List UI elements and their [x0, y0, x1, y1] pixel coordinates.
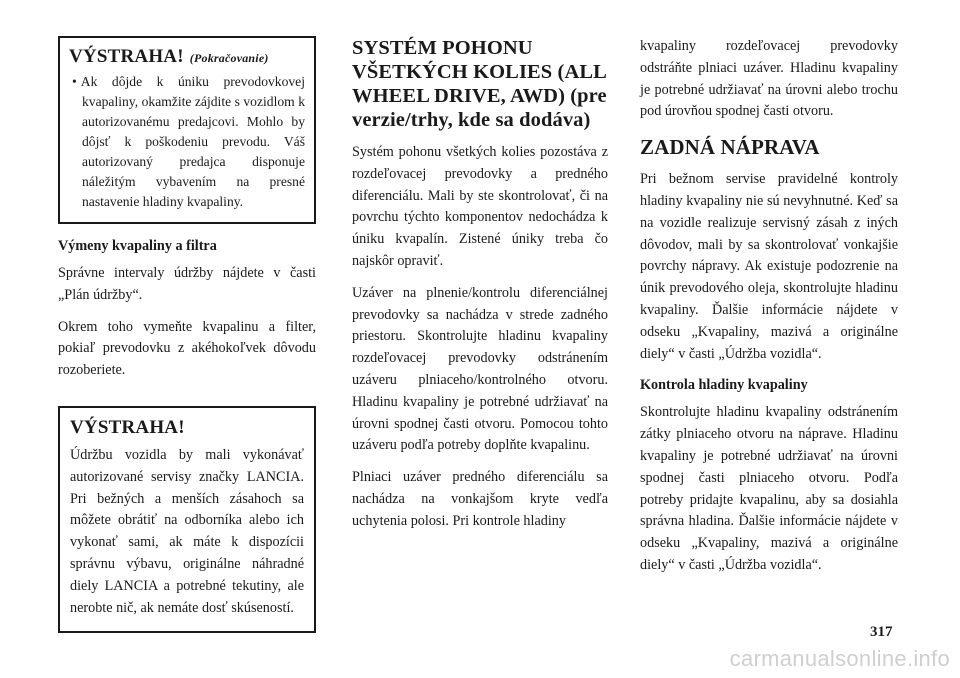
warning-title: VÝSTRAHA!: [70, 416, 185, 438]
warning-bullet-item: • Ak dôjde k úniku prevodovkovej kvapaliny, okamžite zájdite s vozidlom k autorizovanému predajcovi. Mohlo by dôjsť k poškodeniu prevodu. Váš autorizovaný predajca disponuje náležitým vybavením na presné nastavenie hladiny kvapaliny.: [69, 72, 305, 212]
page-number: 317: [870, 624, 893, 640]
warning-text: Údržbu vozidla by mali vykonávať autorizované servisy značky LANCIA. Pri bežných a menších zásahoch sa môžete obrátiť na odborníka alebo ich vykonať sami, ak máte k dispozícii správnu výbavu, originálne náhradné diely LANCIA a potrebné tekutiny, ale nerobte nič, ak nemáte dosť skúseností.: [70, 446, 304, 616]
warning-title: [69, 46, 305, 68]
paragraph-continued: kvapaliny rozdeľovacej prevodovky odstráňte plniaci uzáver. Hladinu kvapaliny je potrebné udržiavať na úrovni alebo trochu pod úrovňou spodnej časti otvoru.: [640, 38, 898, 120]
paragraph-replace: Okrem toho vymeňte kvapalinu a filter, pokiaľ prevodovku z akéhokoľvek dôvodu rozoberiete.: [58, 318, 316, 379]
paragraph-awd-system: Systém pohonu všetkých kolies pozostáva z rozdeľovacej prevodovky a predného diferenciálu. Mali by ste skontrolovať, či na povrchu týchto komponentov nedochádza k úniku kvapalín. Zistené úniky treba čo najskôr opraviť.: [352, 144, 608, 269]
continuation-label: (Pokračovanie): [189, 51, 269, 65]
middle-column: [352, 36, 608, 543]
section-heading-rear-axle: ZADNÁ NÁPRAVA: [640, 135, 820, 160]
left-column: [58, 36, 316, 633]
warning-bullet-list: [69, 72, 305, 212]
subheading-fluid-check: Kontrola hladiny kvapaliny: [640, 377, 808, 394]
paragraph-rear-axle: Pri bežnom servise pravidelné kontroly hladiny kvapaliny nie sú nevyhnutné. Keď sa na vozidle realizuje servisný zásah z iných dôvodov, mali by sa skontrolovať vonkajšie povrchy nápravy. Ak existuje podozrenie na únik prevodového oleja, skontrolujte hladinu kvapaliny. Ďalšie informácie nájdete v odseku „Kvapaliny, mazivá a originálne diely“ v časti „Údržba vozidla“.: [640, 171, 898, 362]
warning-box-service: [58, 406, 316, 633]
warning-box-continued: [58, 36, 316, 224]
section-heading-awd: SYSTÉM POHONU VŠETKÝCH KOLIES (ALL WHEEL DRIVE, AWD) (pre verzie/trhy, kde sa dodáva): [352, 37, 607, 131]
paragraph-fluid-check: Skontrolujte hladinu kvapaliny odstránením zátky plniaceho otvoru na náprave. Hladinu kvapaliny je potrebné udržiavať na úrovni spodnej časti plniaceho otvoru. Podľa potreby pridajte kvapalinu, aby sa dosiahla správna hladina. Ďalšie informácie nájdete v odseku „Kvapaliny, mazivá a originálne diely“ v časti „Údržba vozidla“.: [640, 404, 898, 573]
paragraph-intervals: Správne intervaly údržby nájdete v časti „Plán údržby“.: [58, 265, 316, 303]
right-column: [640, 36, 898, 587]
paragraph-awd-fill-plug: Uzáver na plnenie/kontrolu diferenciálnej prevodovky sa nachádza v strede zadného priestoru. Skontrolujte hladinu kvapaliny rozdeľovacej prevodovky odstránením uzáveru plniaceho/kontrolného otvoru. Hladinu kvapaliny je potrebné udržiavať na úrovni spodnej časti otvoru. Pomocou tohto uzáveru podľa potreby doplňte kvapalinu.: [352, 284, 608, 454]
warning-title-text: VÝSTRAHA!: [69, 46, 184, 67]
subheading-fluid-change: Výmeny kvapaliny a filtra: [58, 238, 217, 254]
paragraph-front-diff: Plniaci uzáver predného diferenciálu sa nachádza na vonkajšom kryte vedľa uchytenia polosi. Pri kontrole hladiny: [352, 469, 608, 529]
watermark: carmanualsonline.info: [729, 646, 950, 671]
